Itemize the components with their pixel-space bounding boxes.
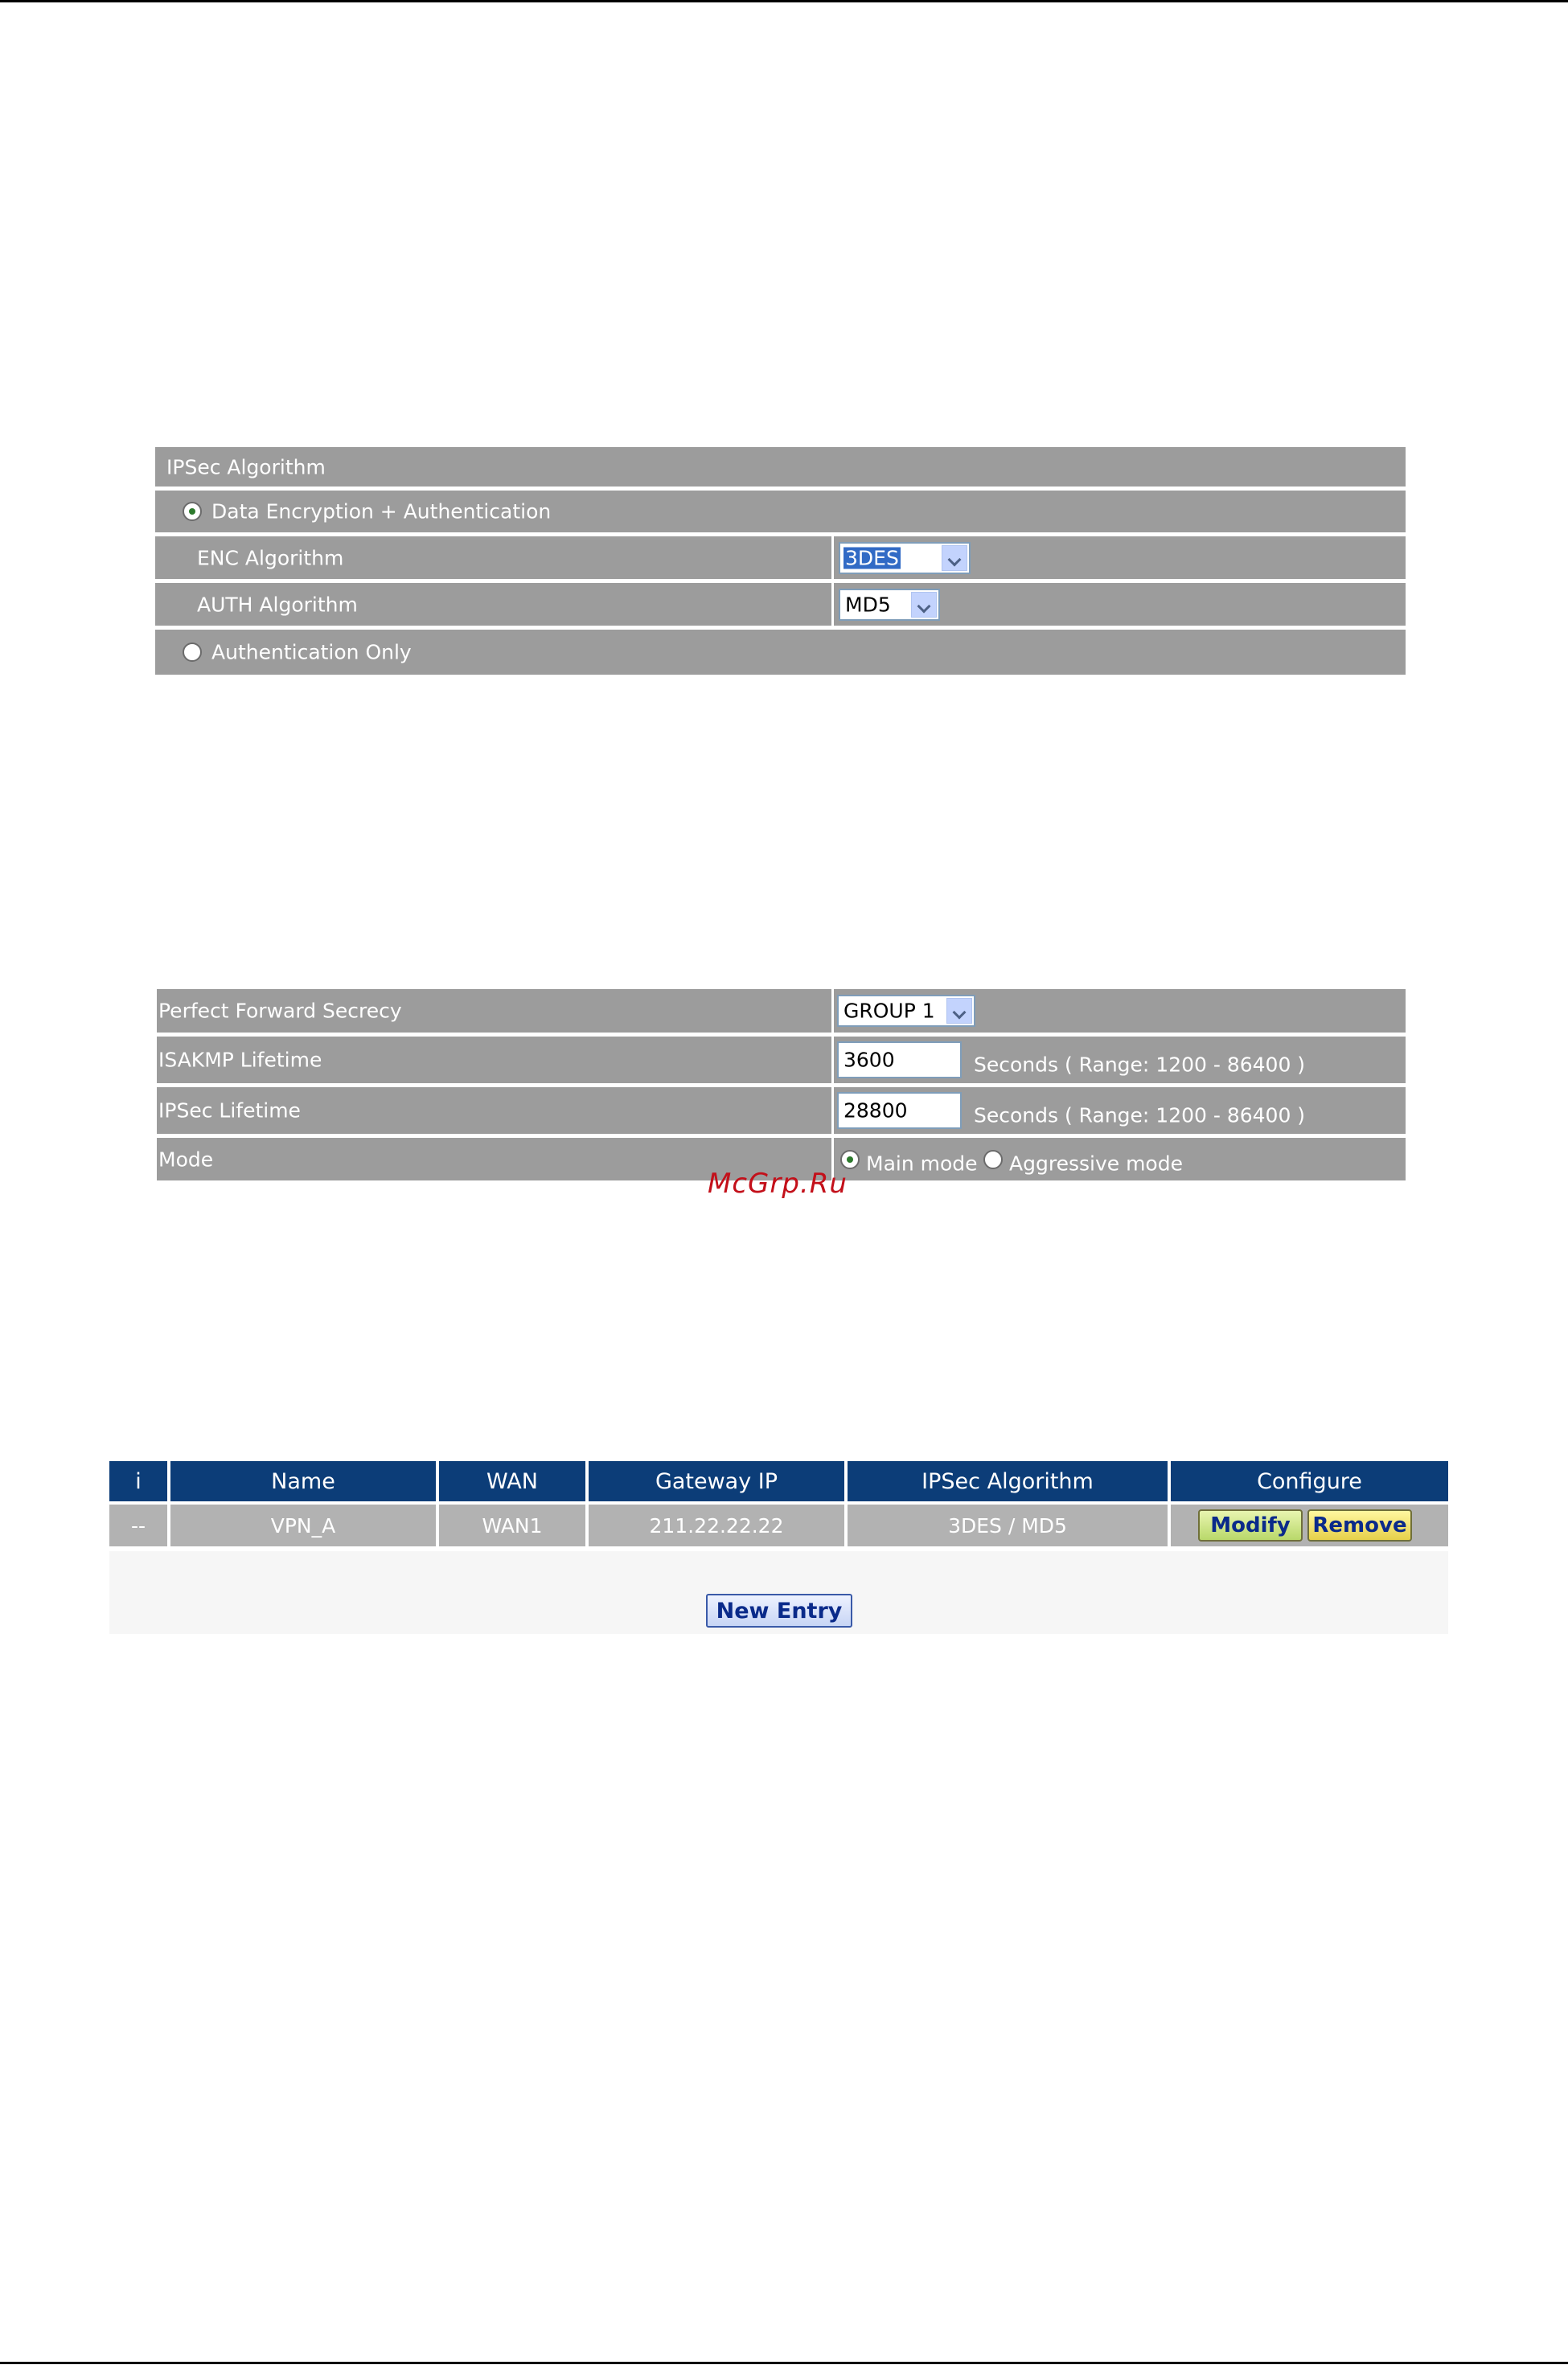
enc-algorithm-select[interactable] [839,542,971,574]
aggressive-mode-label: Aggressive mode [1009,1152,1183,1176]
ipsec-algorithm-header [155,447,1406,487]
pfs-select[interactable] [837,995,975,1027]
row-ipsec-algorithm: 3DES / MD5 [848,1505,1168,1546]
enc-auth-label: Data Encryption + Authentication [211,499,552,523]
isakmp-lifetime-row [157,1037,1406,1083]
isakmp-cell [834,1037,1406,1083]
isakmp-lifetime-label: ISAKMP Lifetime [158,1048,322,1072]
chevron-down-icon[interactable] [942,545,967,571]
isakmp-lifetime-value: 3600 [844,1048,895,1072]
isakmp-range-hint: Seconds ( Range: 1200 - 86400 ) [974,1053,1306,1077]
ipsec-lifetime-row [157,1087,1406,1134]
option-auth-only-row[interactable] [155,630,1406,675]
header-wan: WAN [439,1461,585,1501]
aggressive-mode-radio[interactable] [983,1150,1003,1169]
chevron-down-icon[interactable] [946,998,972,1024]
ipsec-algorithm-title: IPSec Algorithm [166,455,326,478]
enc-algorithm-label: ENC Algorithm [197,546,344,569]
ike-settings-panel [157,989,1406,1180]
auth-algorithm-select[interactable] [839,589,940,621]
row-name: VPN_A [170,1505,436,1546]
enc-auth-radio[interactable] [183,502,202,521]
header-ipsec-algorithm: IPSec Algorithm [848,1461,1168,1501]
ipsec-lifetime-input[interactable] [837,1092,962,1129]
enc-algorithm-row [155,536,1406,579]
auth-only-label: Authentication Only [211,640,412,664]
ipsec-algorithm-panel [155,447,1406,675]
remove-button[interactable]: Remove [1307,1509,1412,1542]
row-gateway-ip: 211.22.22.22 [589,1505,844,1546]
enc-algorithm-cell [834,536,1406,579]
auth-algorithm-row [155,583,1406,626]
header-name: Name [170,1461,436,1501]
auth-algorithm-value: MD5 [845,593,891,616]
header-i: i [109,1461,167,1501]
enc-algorithm-value: 3DES [845,546,899,569]
ipsec-lifetime-label: IPSec Lifetime [158,1098,301,1123]
new-entry-button[interactable]: New Entry [706,1594,852,1628]
pfs-label: Perfect Forward Secrecy [158,999,402,1023]
main-mode-radio[interactable] [840,1150,860,1169]
row-wan: WAN1 [439,1505,585,1546]
modify-button[interactable]: Modify [1198,1509,1303,1542]
pfs-row [157,989,1406,1033]
page-top-rule [0,0,1568,2]
header-gateway-ip: Gateway IP [589,1461,844,1501]
ipsec-range-hint: Seconds ( Range: 1200 - 86400 ) [974,1103,1306,1127]
auth-algorithm-cell [834,583,1406,626]
chevron-down-icon[interactable] [911,592,937,618]
auth-algorithm-label: AUTH Algorithm [197,593,358,616]
isakmp-lifetime-input[interactable] [837,1041,962,1078]
auth-only-radio[interactable] [183,643,202,662]
mode-label: Mode [158,1148,214,1171]
row-configure [1171,1505,1448,1546]
main-mode-label: Main mode [866,1152,978,1176]
option-enc-auth-row[interactable] [155,491,1406,532]
ipsec-cell [834,1087,1406,1134]
ipsec-lifetime-value: 28800 [844,1098,908,1123]
pfs-cell [834,989,1406,1033]
page-bottom-rule [0,2362,1568,2364]
watermark: McGrp.Ru [708,1168,848,1200]
row-i: -- [109,1505,167,1546]
pfs-value: GROUP 1 [844,999,935,1023]
mode-cell [834,1138,1406,1180]
header-configure: Configure [1171,1461,1448,1501]
